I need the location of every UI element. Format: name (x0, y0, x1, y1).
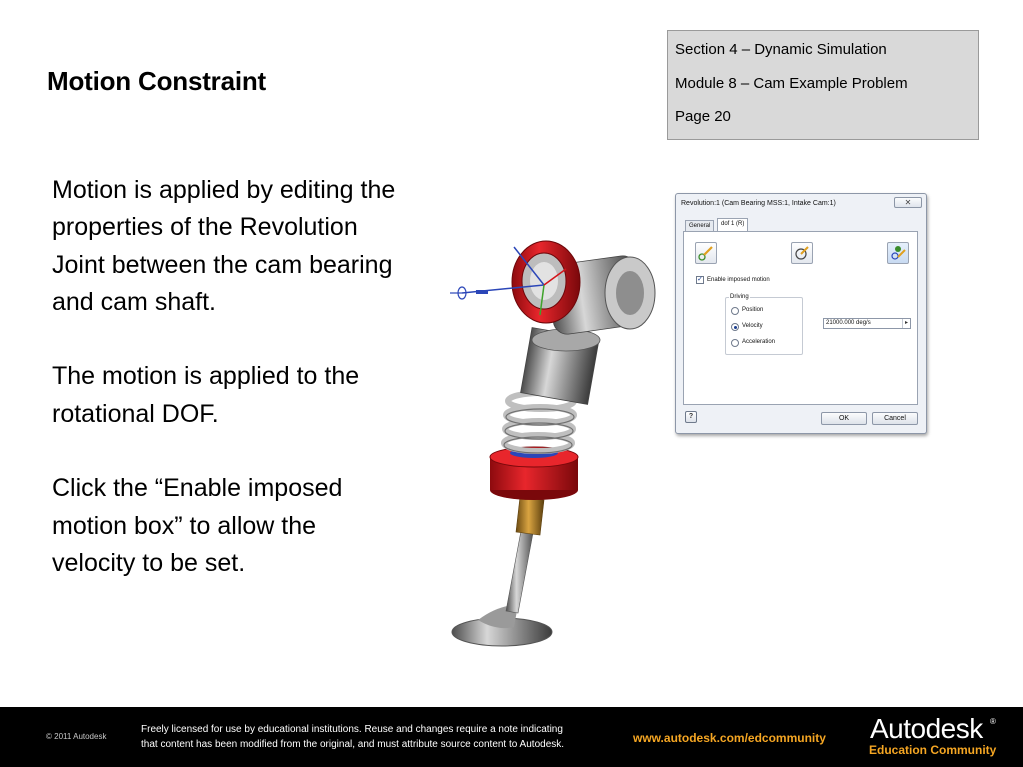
license-line-1: Freely licensed for use by educational institutions. Reuse and changes require a note indicating (141, 724, 563, 735)
footer-bar (0, 707, 1023, 767)
joint-properties-dialog (675, 193, 927, 434)
dialog-close-button[interactable]: ✕ (894, 197, 922, 208)
position-radio[interactable] (731, 307, 739, 315)
body-paragraph-2: The motion is applied to the rotational DOF. (52, 362, 360, 428)
help-button[interactable]: ? (685, 411, 697, 423)
autodesk-logo: Autodesk (870, 713, 983, 744)
dialog-title: Revolution:1 (Cam Bearing MSS:1, Intake Cam:1) (681, 200, 836, 207)
community-link[interactable]: www.autodesk.com/edcommunity (633, 731, 826, 745)
body-paragraph-1: Motion is applied by editing the properties of the Revolution Joint between the cam bearing and cam shaft. (52, 176, 396, 316)
motion-pencil-icon (888, 243, 908, 263)
value-arrow-icon[interactable]: ▸ (902, 319, 910, 328)
tab-general[interactable]: General (685, 220, 714, 232)
enable-imposed-motion-label: Enable imposed motion (707, 277, 770, 283)
acceleration-radio[interactable] (731, 339, 739, 347)
module-label: Module 8 – Cam Example Problem (675, 74, 908, 92)
imposed-motion-button[interactable] (887, 242, 909, 264)
pencil-circle-icon (696, 243, 716, 263)
acceleration-label: Acceleration (742, 339, 776, 345)
trademark-mark: ® (990, 717, 996, 726)
spring-pencil-icon (792, 243, 812, 263)
page-label: Page 20 (675, 108, 731, 125)
license-text (141, 722, 621, 752)
copyright-text: © 2011 Autodesk (46, 732, 107, 741)
valve-guide (516, 497, 544, 535)
locked-dof-button[interactable] (695, 242, 717, 264)
velocity-label: Velocity (742, 323, 763, 329)
velocity-radio[interactable] (731, 323, 739, 331)
license-line-2: that content has been modified from the original, and must attribute source content to Autodesk. (141, 739, 565, 750)
cancel-button[interactable]: Cancel (872, 412, 918, 425)
velocity-value-text: 21000.000 deg/s (826, 320, 871, 326)
position-label: Position (742, 307, 764, 313)
education-community-label: Education Community (869, 743, 997, 757)
dof-panel (683, 231, 918, 405)
cam-valve-assembly-image (440, 235, 670, 660)
driving-group-label: Driving (730, 294, 749, 300)
enable-imposed-motion-checkbox[interactable]: ✓ (697, 276, 703, 283)
velocity-value-input[interactable] (823, 318, 911, 329)
body-text (52, 172, 402, 620)
section-label: Section 4 – Dynamic Simulation (675, 41, 887, 58)
ok-button[interactable]: OK (821, 412, 867, 425)
body-paragraph-3: Click the “Enable imposed motion box” to allow the velocity to be set. (52, 474, 343, 577)
slide-title: Motion Constraint (47, 66, 267, 96)
dof-spring-button[interactable] (791, 242, 813, 264)
section-info-box (667, 30, 979, 140)
tab-dof-1[interactable]: dof 1 (R) (717, 218, 748, 232)
